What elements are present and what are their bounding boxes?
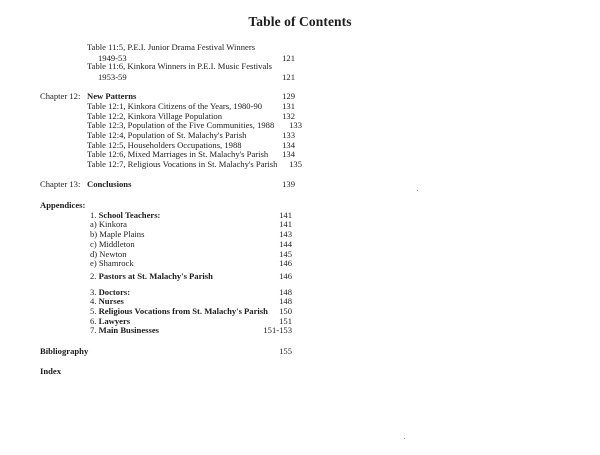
index-entry: Index — [40, 366, 62, 376]
toc-entry-table-12-7: Table 12:7, Religious Vocations in St. Malachy's Parish — [87, 159, 278, 169]
appendix-number: 4. — [90, 296, 99, 306]
appendix-number: 6. — [90, 316, 99, 326]
page-number: 141 — [279, 210, 292, 220]
toc-entry-table-12-5: Table 12:5, Householders Occupations, 1988 — [87, 140, 242, 150]
appendix-main-businesses — [90, 325, 159, 335]
page-number: 146 — [279, 258, 292, 268]
page-number: 145 — [279, 249, 292, 259]
page-number: 131 — [282, 101, 295, 111]
appendix-sub-item: a) Kinkora — [90, 219, 127, 229]
toc-entry-table-11-5-years: 1949-53 — [98, 53, 127, 63]
toc-entry-table-12-3: Table 12:3, Population of the Five Communities, 1988 — [87, 120, 275, 130]
page-number: 148 — [279, 287, 292, 297]
chapter-12-label: Chapter 12: — [40, 91, 81, 101]
page-number: 133 — [289, 120, 302, 130]
appendix-sub-item: b) Maple Plains — [90, 229, 145, 239]
toc-entry-table-12-6: Table 12:6, Mixed Marriages in St. Malachy's Parish — [87, 149, 269, 159]
page-number: 144 — [279, 239, 292, 249]
page-number: 146 — [279, 271, 292, 281]
appendix-sub-item: d) Newton — [90, 249, 127, 259]
chapter-12-title: New Patterns — [87, 91, 137, 101]
page-number: 151 — [279, 316, 292, 326]
page-number: 148 — [279, 296, 292, 306]
page-number: 121 — [282, 53, 295, 63]
page-number: 150 — [279, 306, 292, 316]
page-number: 134 — [282, 149, 295, 159]
appendix-number: 2. — [90, 271, 99, 281]
scan-speck — [417, 190, 418, 191]
toc-entry-table-11-6-years: 1953-59 — [98, 72, 127, 82]
page-number: 132 — [282, 111, 295, 121]
appendix-title: Lawyers — [98, 316, 131, 326]
appendix-nurses — [90, 296, 124, 306]
appendix-number: 7. — [90, 325, 99, 335]
appendix-pastors — [90, 271, 213, 281]
appendix-title: Pastors at St. Malachy's Parish — [98, 271, 213, 281]
page-number: 121 — [282, 72, 295, 82]
appendices-heading: Appendices: — [40, 200, 86, 210]
page-number: 139 — [282, 179, 295, 189]
page-title: Table of Contents — [248, 14, 352, 29]
bibliography-entry: Bibliography — [40, 346, 89, 356]
toc-entry-table-12-4: Table 12:4, Population of St. Malachy's Parish — [87, 130, 247, 140]
appendix-sub-item: e) Shamrock — [90, 258, 134, 268]
page-number: 155 — [279, 346, 292, 356]
appendix-number: 1. — [90, 210, 99, 220]
page-number: 151-153 — [263, 325, 292, 335]
appendix-sub-item: c) Middleton — [90, 239, 135, 249]
page-number: 133 — [282, 130, 295, 140]
page-number: 134 — [282, 140, 295, 150]
toc-entry-table-12-1: Table 12:1, Kinkora Citizens of the Years, 1980-90 — [87, 101, 263, 111]
appendix-title: School Teachers: — [98, 210, 161, 220]
page-number: 141 — [279, 219, 292, 229]
appendix-religious-vocations — [90, 306, 268, 316]
appendix-title: Doctors: — [98, 287, 131, 297]
appendix-number: 5. — [90, 306, 99, 316]
toc-entry-table-12-2: Table 12:2, Kinkora Village Population — [87, 111, 223, 121]
chapter-13-title: Conclusions — [87, 179, 132, 189]
appendix-title: Religious Vocations from St. Malachy's Parish — [98, 306, 268, 316]
page-number: 143 — [279, 229, 292, 239]
appendix-title: Nurses — [98, 296, 124, 306]
toc-entry-table-11-6: Table 11:6, Kinkora Winners in P.E.I. Music Festivals — [87, 61, 272, 71]
chapter-13-label: Chapter 13: — [40, 179, 81, 189]
appendix-title: Main Businesses — [98, 325, 160, 335]
scan-speck — [404, 438, 405, 439]
page-number: 129 — [282, 91, 295, 101]
toc-entry-table-11-5: Table 11:5, P.E.I. Junior Drama Festival Winners — [87, 42, 256, 52]
page-number: 135 — [289, 159, 302, 169]
appendix-number: 3. — [90, 287, 99, 297]
